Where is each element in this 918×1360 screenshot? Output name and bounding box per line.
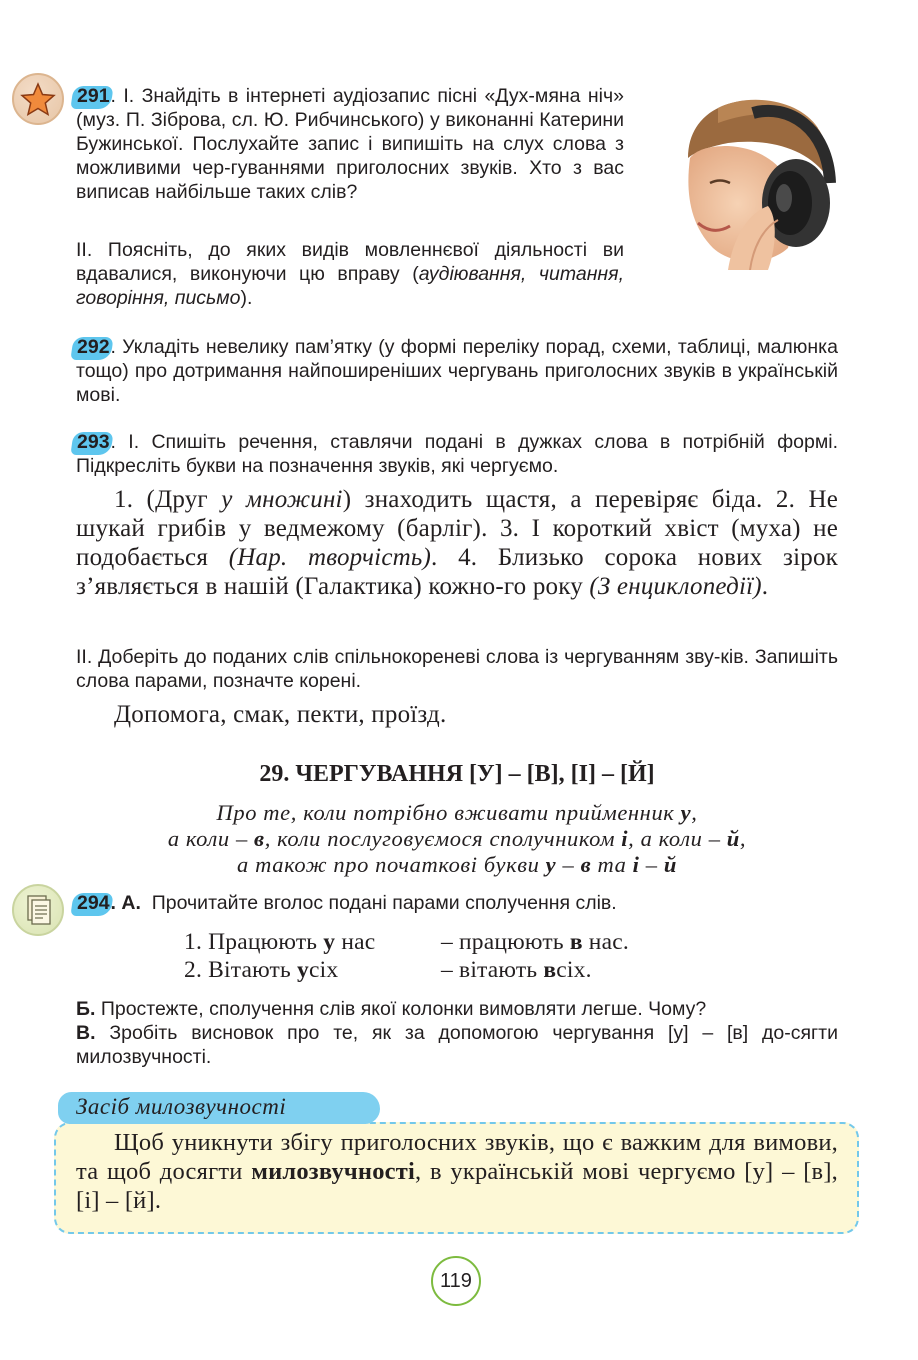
rule-text: Щоб уникнути збігу приголосних звуків, що є важким для вимови, та щоб досягти милозвучності, в українській мові чергуємо [у] – [в], [і] – [й]. <box>76 1129 838 1214</box>
exercise-294-pairs <box>184 928 784 984</box>
exercise-291-part2: ІІ. Поясніть, до яких видів мовленнєвої діяльності ви вдавалися, виконуючи цю вправу (аудіювання, читання, говоріння, письмо). <box>76 239 624 309</box>
exercise-293-sentences: 1. (Друг у множині) знаходить щастя, а перевіряє біда. 2. Не шукай грибів у ведмежому (барліг). 3. І короткий хвіст (муха) не подобається (Нар. творчість). 4. Близько сорока нових зірок з’являється в нашій (Галактика) кожно-го року (З енциклопедії). <box>76 486 838 600</box>
exercise-291-part1: 291. І. Знайдіть в інтернеті аудіозапис пісні «Дух-мяна ніч» (муз. П. Зіброва, сл. Ю. Рибчинського) у виконанні Катерини Бужинської. Послухайте запис і випишіть на слух слова з можливими чер-гуваннями приголосних звуків. Хто з вас виписав найбільше таких слів? <box>76 85 624 203</box>
exercise-number-293: 293 <box>77 431 110 453</box>
star-badge-icon <box>12 73 64 125</box>
exercise-number-291: 291 <box>77 85 110 107</box>
pair-row-1: 1. Працюють у нас – працюють в нас. <box>184 929 629 955</box>
exercise-294-task-a: 294. А. Прочитайте вголос подані парами сполучення слів. <box>77 892 617 914</box>
exercise-292: 292. Укладіть невелику пам’ятку (у формі переліку порад, схеми, таблиці, малюнка тощо) про дотримання найпоширеніших чергувань приголосних звуків в українській мові. <box>76 336 838 406</box>
rule-tag-label: Засіб милозвучності <box>76 1094 287 1119</box>
section-subtitle <box>76 800 838 878</box>
page-number: 119 <box>431 1256 481 1306</box>
exercise-293-words: Допомога, смак, пекти, проїзд. <box>114 701 447 728</box>
exercise-293-part2: ІІ. Доберіть до поданих слів спільнокореневі слова із чергуванням зву-ків. Запишіть слова парами, позначте корені. <box>76 646 838 692</box>
exercise-294-task-b: Б. Простежте, сполучення слів якої колонки вимовляти легше. Чому? <box>76 998 707 1020</box>
pair-row-2: 2. Вітають усіх – вітають всіх. <box>184 957 592 983</box>
exercise-number-294: 294 <box>77 892 110 914</box>
document-icon <box>12 884 64 936</box>
exercise-294-task-v: В. Зробіть висновок про те, як за допомогою чергування [у] – [в] до-сягти милозвучності. <box>76 1022 838 1068</box>
subtitle-line-1: Про те, коли потрібно вживати прийменник у, <box>216 800 698 825</box>
exercise-293-part1: 293. І. Спишіть речення, ставлячи подані в дужках слова в потрібній формі. Підкресліть букви на позначення звуків, які чергуємо. <box>76 431 838 477</box>
section-title: 29. ЧЕРГУВАННЯ [У] – [В], [І] – [Й] <box>259 761 655 787</box>
exercise-number-292: 292 <box>77 336 110 358</box>
subtitle-line-3: а також про початкові букви у – в та і – й <box>237 852 677 877</box>
subtitle-line-2: а коли – в, коли послуговуємося сполучником і, а коли – й, <box>167 826 747 851</box>
boy-with-headphones-image <box>658 88 840 270</box>
